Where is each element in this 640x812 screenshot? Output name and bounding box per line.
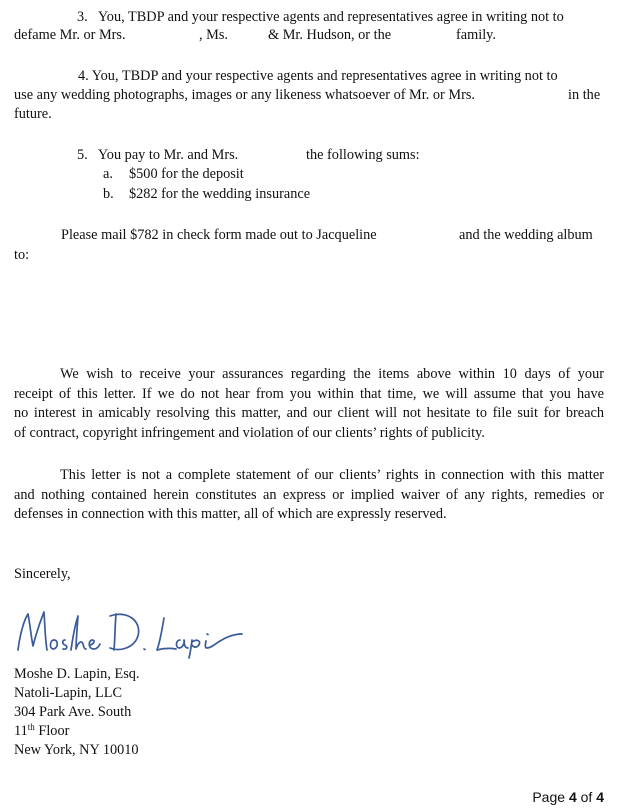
page-total: 4 [596,789,604,805]
closing: Sincerely, [14,566,71,582]
item3-line2a: defame Mr. or Mrs. [14,27,126,43]
mail-line1a: Please mail $782 in check form made out to Jacqueline [61,227,377,243]
item3-line1: 3. You, TBDP and your respective agents and representatives agree in writing not to [77,9,564,25]
signer-name: Moshe D. Lapin, Esq. [14,666,140,682]
signer-street: 304 Park Ave. South [14,704,132,720]
statement-line3: defenses in connection with this matter, all of which are expressly reserved. [14,506,447,522]
mail-line1b: and the wedding album [459,227,593,243]
assurances-line1: We wish to receive your assurances regarding the items above within 10 days of your [60,366,604,382]
item3-line2c: & Mr. Hudson, or the [268,27,392,43]
assurances-line3: no interest in amicably resolving this matter, and our client will not hesitate to file suit for breach [14,405,604,421]
page-of-word: of [576,789,597,805]
signer-city: New York, NY 10010 [14,742,139,758]
item4-line1: 4. You, TBDP and your respective agents and representatives agree in writing not to [78,68,558,84]
floor-word: Floor [34,723,70,739]
page-current: 4 [568,789,577,805]
signer-floor [14,722,69,740]
page-word: Page [532,789,569,805]
item3-line2b: , Ms. [199,27,228,43]
signer-firm: Natoli-Lapin, LLC [14,685,122,701]
assurances-line2: receipt of this letter. If we do not hear from you within that time, we will assume that you have [14,386,604,402]
floor-number: 11 [14,723,28,739]
item4-line3: future. [14,106,52,122]
assurances-line4: of contract, copyright infringement and violation of our clients’ rights of publicity. [14,425,485,441]
page-number [532,789,604,805]
statement-line1: This letter is not a complete statement of our clients’ rights in connection with this matter [60,467,604,483]
item5-sub-a-marker: a. [103,166,113,182]
item5-line1b: the following sums: [306,147,420,163]
statement-line2: and nothing contained herein constitutes an express or implied waiver of any rights, remedies or [14,487,604,503]
item5-line1a: 5. You pay to Mr. and Mrs. [77,147,239,163]
handwritten-signature [14,600,244,660]
item5-sub-a-text: $500 for the deposit [129,166,244,182]
item5-sub-b-marker: b. [103,186,114,202]
item3-line2d: family. [456,27,496,43]
item4-line2b: in the [568,87,601,103]
item5-sub-b-text: $282 for the wedding insurance [129,186,311,202]
floor-suffix: th [27,722,35,732]
mail-line2: to: [14,247,30,263]
item4-line2a: use any wedding photographs, images or any likeness whatsoever of Mr. or Mrs. [14,87,475,103]
